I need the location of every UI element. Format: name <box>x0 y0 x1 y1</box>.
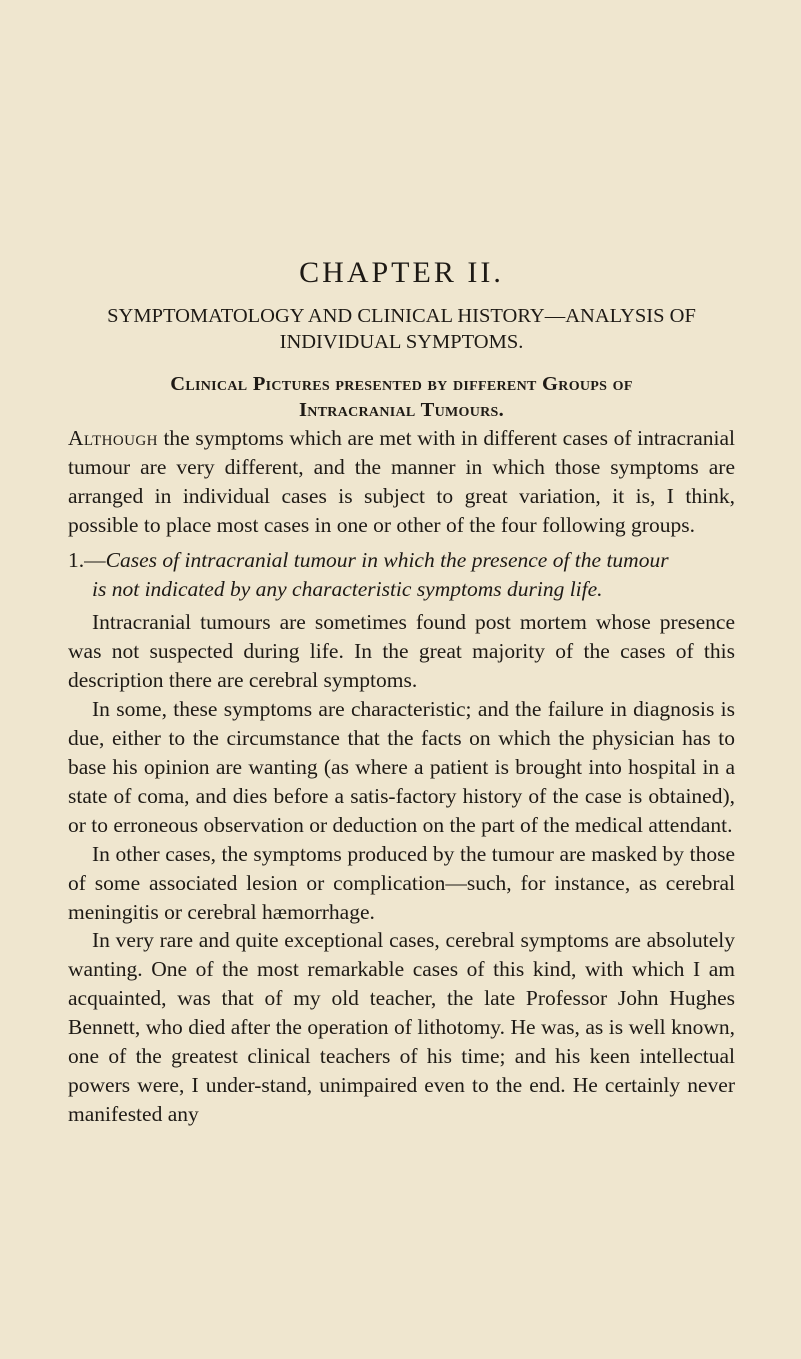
section-title-line-2: INDIVIDUAL SYMPTOMS. <box>279 331 524 353</box>
intro-text: the symptoms which are met with in different cases of intracranial tumour are very different, and the manner in which those symptoms are arranged in individual cases is subject to great variation, it is, I think, possible to place most cases in one or other of the four following groups. <box>68 426 735 537</box>
paragraph: In some, these symptoms are characteristic; and the failure in diagnosis is due, either to the circumstance that the facts on which the physician has to base his opinion are wanting (as where a patient is brought into hospital in a state of coma, and dies before a satis-factory history of the case is obtained), or to erroneous observation or deduction on the part of the medical attendant. <box>68 697 735 837</box>
chapter-title: CHAPTER II. <box>299 256 504 289</box>
section-title-line-1: SYMPTOMATOLOGY AND CLINICAL HISTORY—ANALYSIS OF <box>107 305 696 327</box>
paragraph: Intracranial tumours are sometimes found post mortem whose presence was not suspected during life. In the great majority of the cases of this description there are cerebral symptoms. <box>68 610 735 693</box>
group-heading-line-2: is not indicated by any characteristic symptoms during life. <box>92 576 603 601</box>
group-heading-1 <box>68 546 735 604</box>
group-heading-text-1: Cases of intracranial tumour in which the presence of the tumour <box>105 547 669 572</box>
section-title <box>68 303 735 355</box>
subheading <box>68 371 735 423</box>
subheading-line-2: Intracranial Tumours. <box>298 399 505 421</box>
group-heading-line-1 <box>68 546 735 575</box>
paragraph: In other cases, the symptoms produced by the tumour are masked by those of some associated lesion or complication—such, for instance, as cerebral meningitis or cerebral hæmorrhage. <box>68 841 735 924</box>
body-text <box>68 424 735 1129</box>
subheading-line-1: Clinical Pictures presented by different Groups of <box>170 373 633 395</box>
intro-paragraph <box>68 424 735 540</box>
paragraph: In very rare and quite exceptional cases, cerebral symptoms are absolutely wanting. One of the most remarkable cases of this kind, with which I am acquainted, was that of my old teacher, the late Professor John Hughes Bennett, who died after the operation of lithotomy. He was, as is well known, one of the greatest clinical teachers of his time; and his keen intellectual powers were, I under-stand, unimpaired even to the end. He certainly never manifested any <box>68 928 735 1126</box>
intro-lead-word: Although <box>68 426 158 450</box>
group-number: 1.— <box>68 547 106 572</box>
